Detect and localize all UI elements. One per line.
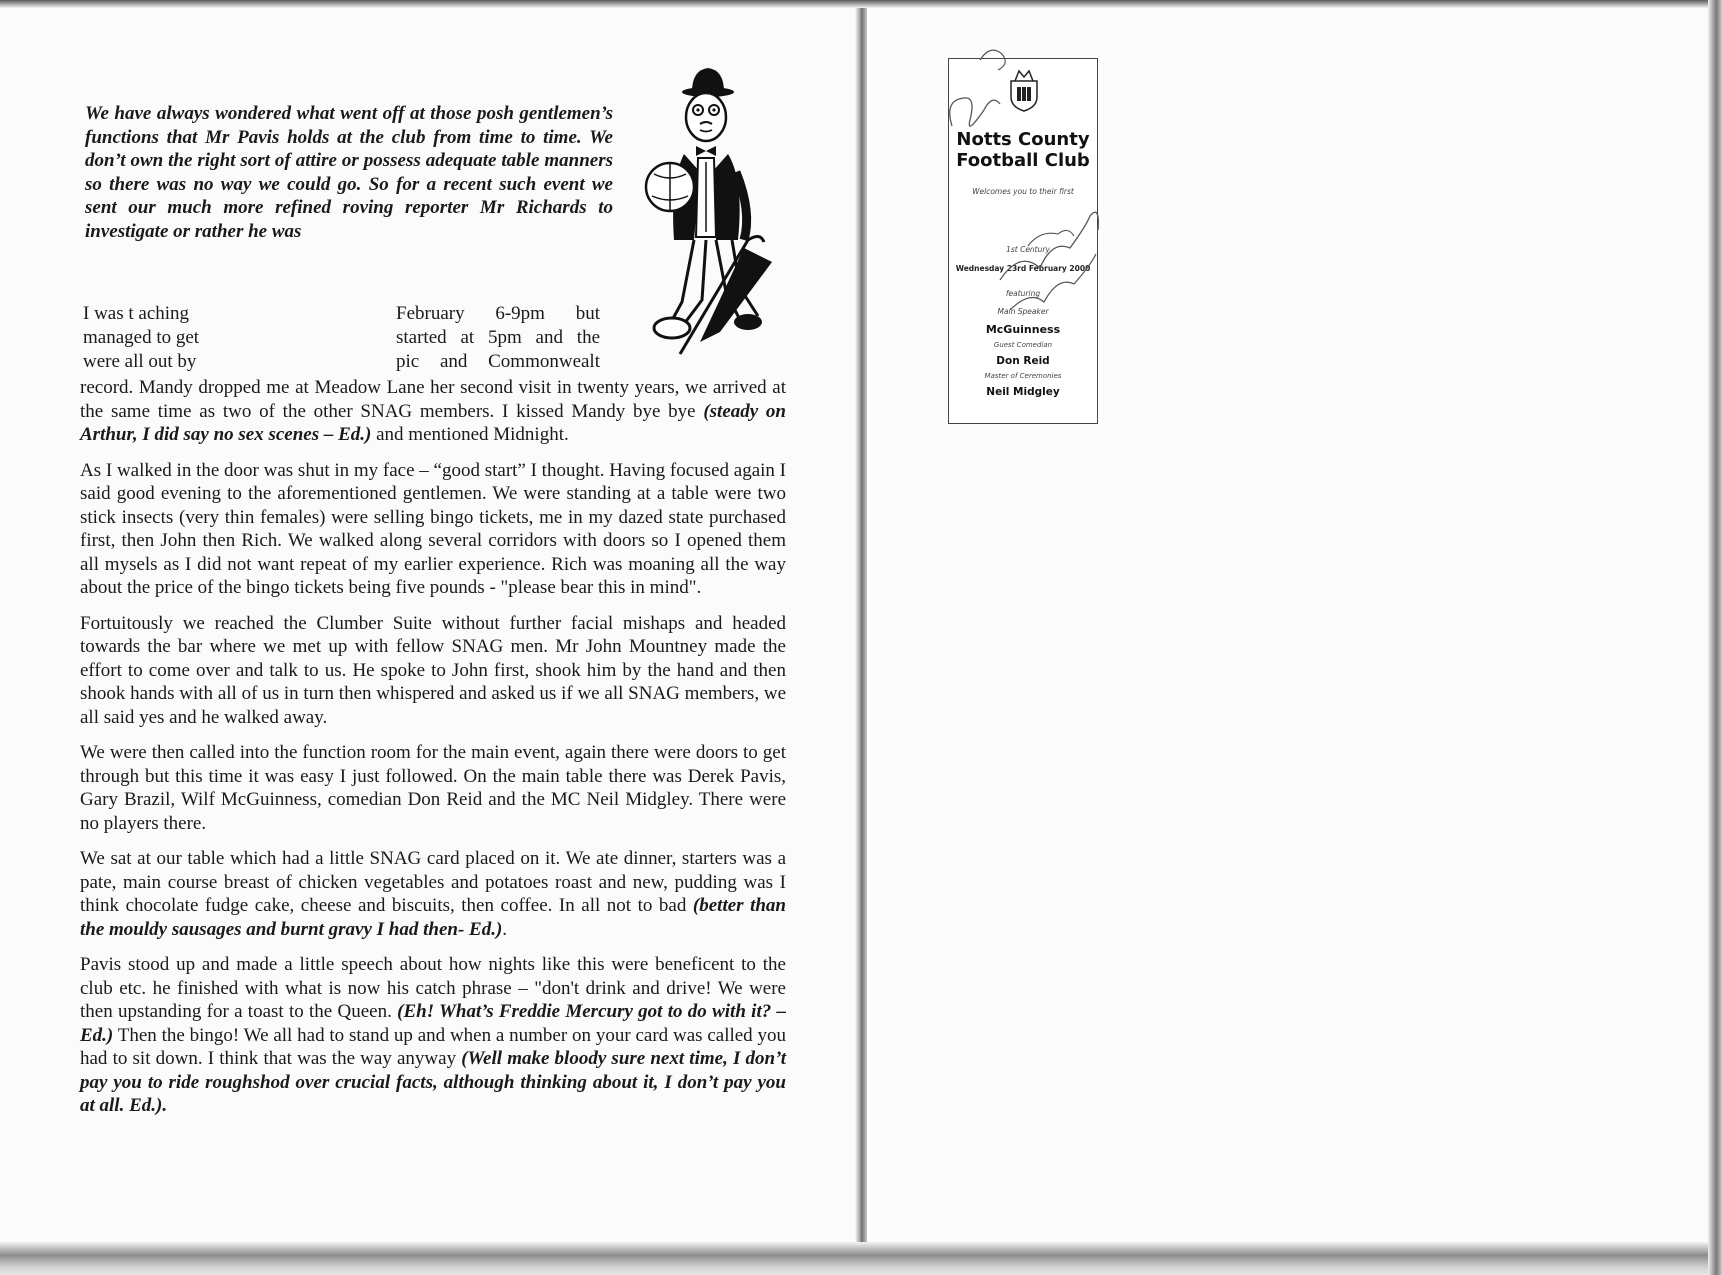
comedian-name: Don Reid xyxy=(996,355,1050,367)
event-date: Wednesday 23rd February 2000 xyxy=(955,264,1091,273)
paragraph-clumber-suite: Fortuitously we reached the Clumber Suite without further facial mishaps and headed towards the bar where we met up with fellow SNAG men. Mr John Mountney made the effort to come over and talk to us. He spoke to John first, shook him by the hand and then shook hands with all of us in turn then whispered and asked us if we all SNAG members, we all said yes and he walked away. xyxy=(80,612,786,728)
book-gutter xyxy=(855,0,867,1275)
main-speaker-name: McGuinness xyxy=(985,323,1061,336)
text-run: record. Mandy dropped me at Meadow Lane her second visit in twenty years, we arrived at the same time as two of the other SNAG members. I kissed Mandy bye bye xyxy=(80,377,786,422)
editor-note: (Eh! What’s Freddie Mercury got to do with it? – Ed.) xyxy=(80,1001,786,1046)
paragraph-door: As I walked in the door was shut in my face – “good start” I thought. Having focused again I said good evening to the aforementioned gentlemen. We were standing at a table were two stick insects (very thin females) were selling bingo tickets, me in my dazed state purchased first, then John then Rich. We walked along several corridors with doors so I opened them all mysels as I did not want repeat of my earlier experience. Rich was moaning all the way about the price of the bingo tickets being five pounds - "please bear this in mind". xyxy=(80,459,786,598)
scan-bottom-edge xyxy=(0,1242,1722,1275)
partial-text-right-column xyxy=(396,302,600,374)
main-speaker-label: Main Speaker xyxy=(997,307,1049,316)
paragraph-dinner xyxy=(80,847,786,941)
welcome-line: Welcomes you to their first xyxy=(972,187,1074,196)
club-name-line: Notts County xyxy=(956,129,1090,150)
partial-text-left-column xyxy=(83,302,233,374)
event-title: 1st Century xyxy=(1006,245,1050,254)
article-body xyxy=(80,376,786,1130)
featuring-label: featuring xyxy=(1005,289,1041,298)
partial-line: I was t aching xyxy=(83,303,190,324)
menu-card xyxy=(948,58,1098,424)
intro-paragraph: We have always wondered what went off at those posh gentlemen’s functions that Mr Pavis holds at the club from time to time. We don’t own the right sort of attire or possess adequate table manners so there was no way we could go. So for a recent such event we sent our much more refined roving reporter Mr Richards to investigate or rather he was xyxy=(85,103,613,242)
text-run: Pavis stood up and made a little speech about how nights like this were beneficent to the club etc. he finished with what is now his catch phrase – "don't drink and drive! We were then upstanding for a toast to the Queen. xyxy=(80,954,786,1022)
partial-line: pic and Commonwealt xyxy=(396,351,600,372)
text-run: and mentioned Midnight. xyxy=(371,424,569,445)
scan-top-edge xyxy=(0,0,1722,8)
partial-line: February 6-9pm but xyxy=(396,303,600,324)
editor-note: (steady on Arthur, I did say no sex scenes – Ed.) xyxy=(80,400,786,445)
mc-label: Master of Ceremonies xyxy=(984,372,1062,380)
text-run: We sat at our table which had a little SNAG card placed on it. We ate dinner, starters was a pate, main course breast of chicken vegetables and potatoes roast and new, pudding was I think chocolate fudge cake, cheese and biscuits, then coffee. In all not to bad xyxy=(80,848,786,916)
partial-line: started at 5pm and the xyxy=(396,327,600,348)
cartoon-footballer-illustration xyxy=(640,62,805,367)
editor-note: (Well make bloody sure next time, I don’t pay you to ride roughshod over crucial facts, although thinking about it, I don’t pay you at all. Ed.). xyxy=(80,1048,786,1116)
paragraph-speech-bingo xyxy=(80,953,786,1118)
text-run: . xyxy=(502,918,508,940)
paragraph-record xyxy=(80,376,786,447)
text-run: Then the bingo! We all had to stand up and when a number on your card was called you had to sit down. I think that was the way anyway xyxy=(80,1024,786,1069)
mc-name: Neil Midgley xyxy=(986,386,1060,398)
left-page xyxy=(0,0,862,1255)
partial-line: managed to get xyxy=(83,327,200,348)
guest-comedian-label: Guest Comedian xyxy=(993,341,1053,349)
paragraph-function-room: We were then called into the function room for the main event, again there were doors to get through but this time it was easy I just followed. On the main table there was Derek Pavis, Gary Brazil, Wilf McGuinness, comedian Don Reid and the MC Neil Midgley. There were no players there. xyxy=(80,742,786,834)
partial-line: were all out by xyxy=(83,351,197,372)
scan-right-edge xyxy=(1708,0,1722,1275)
editor-note: (better than the mouldy sausages and burnt gravy I had then- Ed.) xyxy=(80,895,786,940)
club-name-line: Football Club xyxy=(956,150,1090,171)
club-crest-icon xyxy=(1005,67,1043,113)
club-name xyxy=(949,129,1097,171)
